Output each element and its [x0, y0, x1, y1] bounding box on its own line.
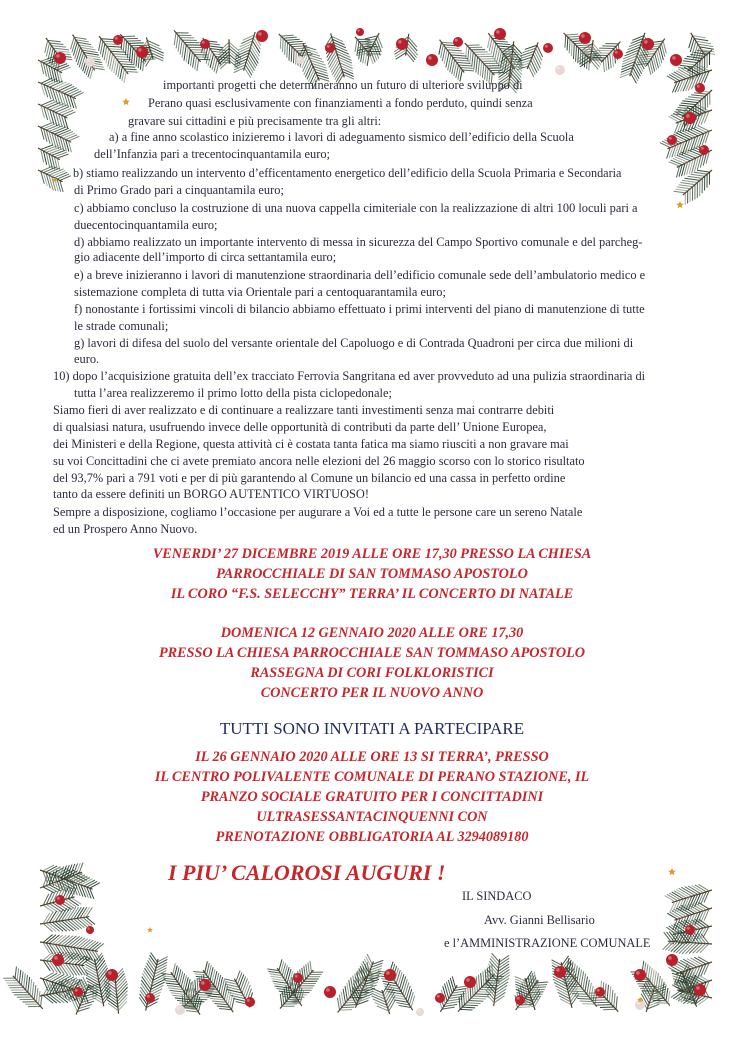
pine-branch	[665, 884, 712, 912]
body-line: tutta l’area realizzeremo il primo lotto della pista ciclopedonale;	[74, 386, 392, 400]
berry	[464, 976, 476, 988]
berry	[136, 46, 148, 58]
berry	[694, 984, 706, 996]
body-line: tanto da essere definiti un BORGO AUTENTICO VIRTUOSO!	[53, 487, 369, 501]
berry	[666, 954, 678, 966]
berry	[435, 993, 445, 1003]
pine-branch	[578, 40, 602, 70]
body-line: di qualsiasi natura, usufruendo invece delle opportunità di contributi da parte dell’ Unione Europea,	[53, 420, 547, 434]
berry	[642, 38, 654, 50]
pine-branch	[218, 39, 241, 69]
body-line: importanti progetti che determineranno un futuro di ulteriore sviluppo di	[163, 78, 523, 92]
berry	[426, 54, 438, 66]
body-line: b) stiamo realizzando un intervento d’efficentamento energetico dell’edificio della Scuola Primaria e Secondaria	[73, 166, 622, 180]
event-line: IL 26 GENNAIO 2020 ALLE ORE 13 SI TERRA’, PRESSO	[195, 749, 549, 765]
berry	[175, 1005, 185, 1015]
berry	[684, 112, 696, 124]
pine-branch	[325, 33, 354, 84]
berry	[54, 52, 66, 64]
body-line: le strade comunali;	[74, 319, 169, 333]
event-line: IL CENTRO POLIVALENTE COMUNALE DI PERANO STAZIONE, IL	[154, 769, 590, 785]
berry	[543, 43, 553, 53]
pine-branch	[3, 967, 42, 1009]
body-line: gio adiacente dell’importo di circa settantamila euro;	[74, 250, 337, 264]
berry	[635, 1000, 645, 1010]
greeting-title: I PIU’ CALOROSI AUGURI !	[168, 860, 446, 885]
body-line: a) a fine anno scolastico inizieremo i lavori di adeguamento sismico dell’edificio della Scuola	[109, 130, 574, 144]
pine-branch	[38, 145, 69, 170]
berry	[113, 35, 123, 45]
berry	[453, 37, 463, 47]
body-line: ed un Prospero Anno Nuovo.	[53, 522, 198, 536]
body-line: e) a breve inizieranno i lavori di manutenzione straordinaria dell’edificio comunale sede dell’ambulatorio medico e	[74, 268, 646, 282]
body-line: euro.	[74, 352, 100, 366]
event-line: CONCERTO PER IL NUOVO ANNO	[260, 685, 484, 701]
invitation-heading: TUTTI SONO INVITATI A PARTECIPARE	[219, 719, 525, 738]
body-line: g) lavori di difesa del suolo del versante orientale del Capoluogo e di Contrada Quadroni per circa due milioni di	[74, 336, 634, 350]
signature-admin: e l’AMMINISTRAZIONE COMUNALE	[444, 936, 651, 950]
body-line: duecentocinquantamila euro;	[74, 218, 218, 232]
berry	[579, 32, 591, 44]
berry	[595, 987, 605, 997]
event-line: PARROCCHIALE DI SAN TOMMASO APOSTOLO	[216, 566, 528, 582]
event-line: PRESSO LA CHIESA PARROCCHIALE SAN TOMMASO APOSTOLO	[158, 645, 585, 661]
body-line: d) abbiamo realizzato un importante intervento di messa in sicurezza del Campo Sportivo comunale e del parcheg-	[74, 235, 643, 249]
body-line: su voi Concittadini che ci avete premiato ancora nelle elezioni del 26 maggio scorso con lo storico risultato	[53, 454, 585, 468]
berry	[245, 997, 255, 1007]
event-line: ULTRASESSANTACINQUENNI CON	[256, 809, 488, 825]
berry	[695, 83, 705, 93]
body-line: dell’Infanzia pari a trecentocinquantamila euro;	[94, 147, 330, 161]
body-line: Sempre a disposizione, cogliamo l’occasione per augurare a Voi ed a tutte le persone care un sereno Natale	[53, 505, 583, 519]
body-line: 10) dopo l’acquisizione gratuita dell’ex tracciato Ferrovia Sangritana ed aver provveduto ad una pulizia straordinaria di	[53, 369, 646, 383]
berry	[200, 39, 210, 49]
berry	[699, 145, 709, 155]
berry	[296, 56, 304, 64]
body-line: del 93,7% pari a 791 voti e per di più garantendo al Comune un bilancio ed una cassa in perfetto ordine	[53, 471, 566, 485]
berry	[396, 38, 408, 50]
berry	[85, 57, 95, 67]
berry	[106, 969, 118, 981]
berry	[384, 969, 396, 981]
event-line: PRANZO SOCIALE GRATUITO PER I CONCITTADINI	[200, 789, 544, 805]
berry	[145, 993, 155, 1003]
signature-name: Avv. Gianni Bellisario	[484, 913, 595, 927]
berry	[293, 973, 303, 983]
body-line: sistemazione completa di tutta via Orientale pari a centoquarantamila euro;	[74, 285, 446, 299]
signature-role: IL SINDACO	[462, 889, 532, 903]
pine-branch	[40, 935, 104, 961]
berry	[324, 986, 336, 998]
berry	[52, 954, 64, 966]
berry	[670, 54, 682, 66]
berry	[515, 995, 525, 1005]
event-line: PRENOTAZIONE OBBLIGATORIA AL 3294089180	[215, 829, 529, 845]
berry	[73, 987, 83, 997]
berry	[555, 65, 565, 75]
body-line: di Primo Grado pari a cinquantamila euro;	[74, 183, 284, 197]
berry	[613, 49, 623, 59]
star-icon	[147, 927, 153, 932]
body-line: dei Ministeri e della Regione, questa attività ci è costata tanta fatica ma siamo riusciti a non gravare mai	[53, 437, 569, 451]
event-line: IL CORO “F.S. SELECCHY” TERRA’ IL CONCERTO DI NATALE	[170, 586, 574, 602]
pine-branch	[588, 981, 618, 1012]
pine-branch	[458, 964, 504, 1011]
berry	[256, 30, 268, 42]
berry	[86, 926, 94, 934]
body-line: Siamo fieri di aver realizzato e di continuare a realizzare tanti investimenti senza mai contrarre debiti	[53, 403, 555, 417]
pine-branch	[139, 953, 167, 1011]
body-line: gravare sui cittadini e più precisamente tra gli altri:	[128, 114, 382, 128]
pine-branch	[486, 953, 510, 1006]
event-line: RASSEGNA DI CORI FOLKLORISTICI	[250, 665, 494, 681]
pine-branch	[70, 35, 104, 79]
berry	[667, 135, 677, 145]
star-icon	[122, 98, 130, 105]
berry	[685, 925, 695, 935]
berry	[554, 966, 566, 978]
body-line: c) abbiamo concluso la costruzione di una nuova cappella cimiteriale con la realizzazione di altri 100 loculi pari a	[74, 201, 638, 215]
body-line: Perano quasi esclusivamente con finanziamenti a fondo perduto, quindi senza	[148, 96, 533, 110]
body-line: f) nonostante i fortissimi vincoli di bilancio abbiamo effettuato i primi interventi del piano di manutenzione di tutte	[74, 302, 645, 316]
berry	[356, 28, 364, 36]
berry	[634, 969, 646, 981]
berry	[325, 43, 335, 53]
event-line: VENERDI’ 27 DICEMBRE 2019 ALLE ORE 17,30 PRESSO LA CHIESA	[152, 546, 592, 562]
event-line: DOMENICA 12 GENNAIO 2020 ALLE ORE 17,30	[220, 625, 524, 641]
berry	[199, 979, 211, 991]
berry	[55, 895, 65, 905]
star-icon	[668, 868, 676, 875]
berry	[416, 1008, 424, 1016]
star-icon	[676, 201, 684, 208]
pine-branch	[378, 962, 415, 1011]
berry	[494, 28, 506, 40]
